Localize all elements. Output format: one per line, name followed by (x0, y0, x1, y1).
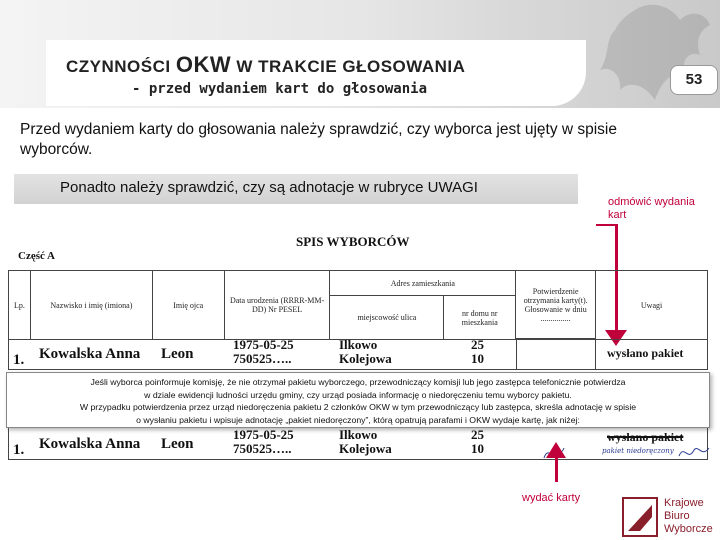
notice-box: Jeśli wyborca poinformuje komisję, że nie otrzymał pakietu wyborczego, przewodniczący komisji lub jego zastępca telefonicznie potwierdza w dziale ewidencji ludności urzędu gminy, czy urząd posiada informację o niedoręczeniu temu wyborcy pakietu. W przypadku potwierdzenia przez urząd niedoręczenia pakietu 2 członków OKW w tym przewodniczący lub zastępca, skreśla adnotację w spisie o wysłaniu pakietu i wpisuje adnotację „pakiet niedoręczony”, którą opatrują parafami i OKW wydaje kartę, jak niżej: (6, 372, 710, 428)
row-address: Ilkowo Kolejowa (339, 427, 392, 456)
page-subtitle: - przed wydaniem kart do głosowania (132, 81, 428, 97)
page-title: CZYNNOŚCI OKW W TRAKCIE GŁOSOWANIA (66, 52, 466, 77)
header-address: Adres zamieszkania (330, 271, 516, 296)
form-title: SPIS WYBORCÓW (296, 234, 410, 249)
kbw-logo-icon (622, 497, 658, 537)
row-note-crossed: wysłano pakiet (607, 430, 684, 444)
row-birth: 1975-05-25 750525….. (233, 337, 294, 366)
page-number-badge: 53 (670, 65, 718, 95)
row-father: Leon (161, 346, 194, 362)
refuse-annotation: odmówić wydania kart (608, 196, 695, 221)
issue-annotation: wydać karty (522, 492, 581, 504)
header-house: nr domu nr mieszkania (444, 296, 516, 340)
handwritten-note: pakiet niedoręczony (602, 447, 674, 455)
notes-check-banner (14, 174, 578, 204)
header-locality: miejscowość ulica (330, 296, 444, 340)
notes-check-text: Ponadto należy sprawdzić, czy są adnotacje w rubryce UWAGI (60, 179, 478, 196)
form-part-label: Część A (18, 250, 55, 262)
voter-list-header (8, 270, 708, 340)
header-father: Imię ojca (152, 271, 224, 340)
paraph-icon (676, 440, 712, 464)
intro-text: Przed wydaniem karty do głosowania należy sprawdzić, czy wyborca jest ujęty w spisie wyborców. (20, 121, 617, 158)
okw-text: OKW (175, 52, 232, 77)
row-name: Kowalska Anna (39, 436, 141, 452)
row-note: wysłano pakiet (607, 346, 684, 360)
header-notes: Uwagi (596, 271, 708, 340)
confirmation-cell (516, 338, 596, 370)
row-father: Leon (161, 436, 194, 452)
row-house: 25 10 (471, 427, 484, 456)
row-house: 25 10 (471, 337, 484, 366)
row-address: Ilkowo Kolejowa (339, 337, 392, 366)
row-name: Kowalska Anna (39, 346, 141, 362)
header-name: Nazwisko i imię (imiona) (30, 271, 152, 340)
header-birth: Data urodzenia (RRRR-MM-DD) Nr PESEL (224, 271, 330, 340)
kbw-logo-text: Krajowe Biuro Wyborcze (664, 497, 713, 535)
header-lp: Lp. (9, 271, 31, 340)
table-row (8, 428, 708, 460)
row-birth: 1975-05-25 750525….. (233, 427, 294, 456)
arrow-up-icon (546, 442, 566, 458)
row-lp: 1. (13, 442, 25, 458)
row-lp: 1. (13, 352, 25, 368)
header-confirm: Potwierdzenie otrzymania karty(t). Głosowanie w dniu ............... (516, 271, 596, 340)
issue-line (555, 458, 558, 482)
table-row (8, 338, 708, 370)
